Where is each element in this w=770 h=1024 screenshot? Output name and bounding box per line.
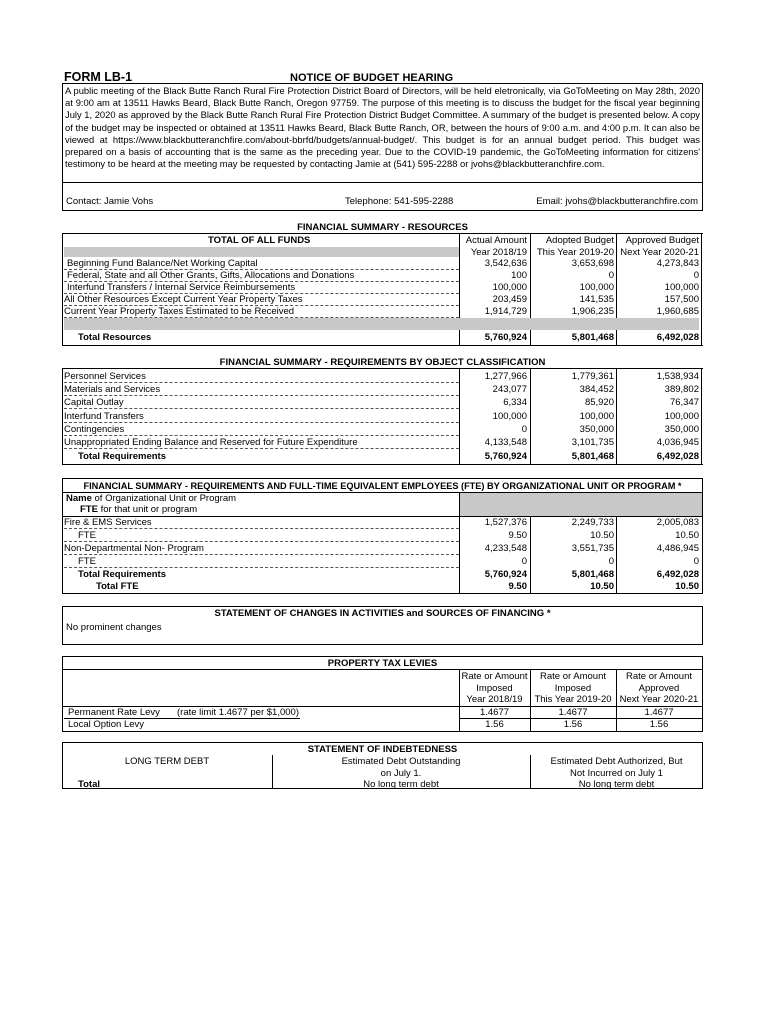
row-value: 1,779,361 (571, 371, 614, 382)
row-value: 4,273,843 (656, 258, 699, 269)
row-label: Contingencies (64, 423, 125, 435)
tax-row1-label: Local Option Levy (68, 719, 145, 730)
row-value: 350,000 (664, 423, 699, 435)
tax-col2-line2: Imposed (554, 682, 592, 694)
tax-col3-line1: Rate or Amount (625, 671, 692, 682)
row-label: Materials and Services (64, 384, 161, 396)
tax-col1-line2: Imposed (476, 682, 513, 694)
row-label: Personnel Services (64, 371, 146, 382)
resources-title: FINANCIAL SUMMARY - RESOURCES (297, 222, 468, 233)
row-value: 6,334 (503, 397, 527, 409)
row-value: 100 (511, 270, 527, 281)
tax-row1-v1: 1.56 (485, 719, 504, 730)
res-col1-head (459, 235, 527, 259)
row-value: 100,000 (579, 410, 614, 422)
requirements-total-row (64, 451, 701, 463)
table-row (64, 437, 701, 449)
table-row (64, 424, 701, 436)
row-value: 0 (521, 423, 527, 435)
contact-phone: Telephone: 541-595-2288 (345, 196, 454, 207)
row-value: 350,000 (579, 423, 614, 435)
tax-col3-line2: Approved (638, 682, 680, 694)
table-row (64, 306, 701, 318)
tax-row0-v1: 1.4677 (479, 707, 510, 718)
debt-total-label: Total (78, 779, 100, 790)
debt-title: STATEMENT OF INDEBTEDNESS (307, 744, 458, 755)
req-total-label: Total Requirements (78, 451, 166, 462)
notice-text: A public meeting of the Black Butte Ranch Rural Fire Protection District Board of Directors, will be held eletronically, via GoToMeeting on May 28th, 2020 at 9:00 am at 13511 Hawks Beard, Black Butte Ranch, Oregon 97759. The purpose of this meeting is to discuss the budget for the fiscal year beginning July 1, 2020 as approved by the Black Butte Ranch Rural Fire Protection District Budget Committee. A summary of the budget is presented below. A copy of the budget may be inspected or obtained at 13511 Hawks Beard, Black Butte Ranch, OR, between the hours of 9:00 a.m. and 4:00 p.m. It can also be viewed at https://www.blackbutteranchfire.com/about-bbrfd/budgets/annual-budget/. This budget is for an annual budget period. This budget was prepared on a basis of accounting that is the same as the preceding year. Due to the COVID-19 pandemic, the GoToMeeting information for citizens' testimony to be heard at the meeting may be requested by contacting Jamie at (541) 595-2288 or jvohs@blackbutteranchfire.com. (65, 85, 700, 170)
row-value: 1,906,235 (571, 306, 614, 317)
debt-col2-line2: Not Incurred on July 1 (570, 768, 663, 779)
fte-total-fte-v3: 10.50 (675, 581, 699, 592)
debt-v1: No long term debt (363, 779, 439, 790)
row-value: 0 (608, 556, 614, 567)
tax-col2-head (530, 671, 616, 706)
row-value: 157,500 (664, 294, 699, 305)
fte-fte-bold: FTE (80, 504, 98, 515)
row-value: 3,551,735 (571, 543, 614, 554)
row-value: 1,527,376 (484, 517, 527, 528)
fte-total-req-v3: 6,492,028 (656, 569, 699, 580)
row-value: 0 (608, 270, 614, 281)
tax-col3-line3: Next Year 2020-21 (619, 694, 699, 705)
fte-total-fte-row (64, 581, 701, 593)
row-label: Beginning Fund Balance/Net Working Capital (67, 258, 258, 269)
res-col3-line2: Next Year 2020-21 (620, 247, 699, 258)
row-value: 3,653,698 (571, 258, 614, 269)
row-value: 100,000 (579, 282, 614, 293)
debt-col1-head (272, 756, 530, 780)
row-label: Federal, State and all Other Grants, Gifts, Allocations and Donations (67, 270, 355, 281)
row-value: 85,920 (584, 397, 614, 409)
debt-col1-line2: on July 1. (380, 768, 422, 779)
row-label: Capital Outlay (64, 397, 124, 409)
row-value: 76,347 (669, 397, 699, 409)
contact-email: Email: jvohs@blackbutteranchfire.com (536, 196, 698, 207)
notice-box (62, 83, 703, 183)
row-value: 100,000 (664, 410, 699, 422)
debt-col2-line1: Estimated Debt Authorized, But (550, 756, 683, 767)
row-value: 100,000 (664, 282, 699, 293)
row-value: 384,452 (579, 384, 614, 396)
row-label: Unappropriated Ending Balance and Reserved for Future Expenditure (64, 437, 358, 448)
row-value: 0 (693, 556, 699, 567)
contact-box (62, 183, 703, 211)
row-value: 100,000 (492, 410, 527, 422)
fte-total-fte-v2: 10.50 (590, 581, 614, 592)
res-col2-head (530, 235, 614, 259)
tax-row0-v2: 1.4677 (558, 707, 588, 718)
row-value: 10.50 (675, 530, 699, 541)
fte-title: FINANCIAL SUMMARY - REQUIREMENTS AND FULL-TIME EQUIVALENT EMPLOYEES (FTE) BY ORGANIZATIONAL UNIT OR PROGRAM * (83, 481, 682, 491)
tax-row-local (64, 719, 701, 731)
row-value: 4,486,945 (656, 543, 699, 554)
row-value: 1,960,685 (656, 306, 699, 317)
row-value: 0 (693, 270, 699, 281)
debt-col0: LONG TERM DEBT (124, 756, 210, 767)
table-row (64, 543, 701, 555)
row-label: Current Year Property Taxes Estimated to be Received (64, 306, 295, 317)
row-value: 1,538,934 (656, 371, 699, 382)
row-label: FTE (78, 556, 96, 567)
row-value: 203,459 (492, 294, 527, 305)
res-total-v2: 5,801,468 (571, 332, 614, 343)
row-value: 3,101,735 (571, 437, 614, 448)
tax-row0-note: (rate limit 1.4677 per $1,000) (177, 707, 299, 718)
tax-col2-line1: Rate or Amount (539, 671, 606, 682)
tax-col1-head (459, 671, 530, 706)
table-row (64, 517, 701, 529)
row-label: Non-Departmental Non- Program (64, 543, 204, 554)
table-row (64, 411, 701, 423)
row-value: 4,036,945 (656, 437, 699, 448)
requirements-title: FINANCIAL SUMMARY - REQUIREMENTS BY OBJECT CLASSIFICATION (219, 357, 546, 368)
row-value: 4,133,548 (484, 437, 527, 448)
resources-total-row (64, 332, 701, 344)
resources-subtitle: TOTAL OF ALL FUNDS (208, 235, 311, 246)
row-label: Interfund Transfers / Internal Service Reimbursements (67, 282, 296, 293)
fte-total-req-label: Total Requirements (78, 569, 166, 580)
res-col1-line2: Year 2018/19 (470, 247, 527, 258)
tax-row1-v2: 1.56 (563, 719, 583, 730)
fte-fte-rest: for that unit or program (97, 504, 198, 515)
contact-name: Contact: Jamie Vohs (66, 196, 154, 207)
tax-col1-line3: Year 2018/19 (466, 694, 523, 705)
row-value: 10.50 (590, 530, 614, 541)
req-total-v1: 5,760,924 (484, 451, 527, 462)
res-col1-line1: Actual Amount (465, 235, 527, 246)
res-col2-line1: Adopted Budget (545, 235, 614, 246)
table-row (64, 258, 701, 270)
changes-title: STATEMENT OF CHANGES IN ACTIVITIES and SOURCES OF FINANCING * (214, 608, 551, 619)
fte-total-req-v1: 5,760,924 (484, 569, 527, 580)
table-row (64, 556, 701, 568)
table-row (64, 294, 701, 306)
tax-col1-line1: Rate or Amount (461, 671, 528, 682)
req-total-v2: 5,801,468 (571, 451, 614, 462)
row-value: 2,249,733 (571, 517, 614, 528)
row-label: All Other Resources Except Current Year Property Taxes (64, 294, 303, 305)
row-value: 0 (521, 556, 527, 567)
row-label: FTE (78, 530, 96, 541)
table-row (64, 530, 701, 542)
changes-text: No prominent changes (66, 622, 162, 633)
req-total-v3: 6,492,028 (656, 451, 699, 462)
fte-total-req-v2: 5,801,468 (571, 569, 614, 580)
res-col3-line1: Approved Budget (625, 235, 699, 246)
row-value: 243,077 (492, 384, 527, 396)
res-col3-head (616, 235, 699, 259)
row-value: 2,005,083 (656, 517, 699, 528)
page-title: NOTICE OF BUDGET HEARING (290, 72, 454, 84)
table-row (64, 282, 701, 294)
row-label: Fire & EMS Services (64, 517, 152, 528)
row-value: 100,000 (492, 282, 527, 293)
tax-title: PROPERTY TAX LEVIES (327, 658, 438, 669)
debt-col2-head (530, 756, 703, 780)
row-value: 9.50 (508, 530, 527, 541)
fte-total-req-row (64, 569, 701, 581)
tax-row0-label: Permanent Rate Levy (68, 707, 160, 718)
tax-row0-v3: 1.4677 (644, 707, 674, 718)
table-row (64, 384, 701, 396)
row-label: Interfund Transfers (64, 410, 144, 422)
row-value: 389,802 (664, 384, 699, 396)
table-row (64, 397, 701, 409)
table-row (64, 371, 701, 383)
row-value: 141,535 (579, 294, 614, 305)
debt-col1-line1: Estimated Debt Outstanding (341, 756, 461, 767)
res-total-v3: 6,492,028 (656, 332, 699, 343)
form-number: FORM LB-1 (64, 70, 133, 84)
fte-header-label (66, 493, 236, 515)
res-total-label: Total Resources (78, 332, 152, 343)
row-value: 4,233,548 (484, 543, 527, 554)
debt-v2: No long term debt (578, 779, 655, 790)
table-row (64, 270, 701, 282)
fte-name-bold: Name (66, 493, 92, 504)
fte-name-rest: of Organizational Unit or Program (91, 493, 237, 504)
fte-total-fte-label: Total FTE (96, 581, 139, 592)
res-col2-line2: This Year 2019-20 (536, 247, 614, 258)
row-value: 1,277,966 (484, 371, 527, 382)
row-value: 3,542,636 (484, 258, 527, 269)
fte-total-fte-v1: 9.50 (508, 581, 527, 592)
tax-row1-v3: 1.56 (649, 719, 669, 730)
row-value: 1,914,729 (484, 306, 527, 317)
res-total-v1: 5,760,924 (484, 332, 527, 343)
tax-col2-line3: This Year 2019-20 (534, 694, 612, 705)
tax-col3-head (616, 671, 702, 706)
